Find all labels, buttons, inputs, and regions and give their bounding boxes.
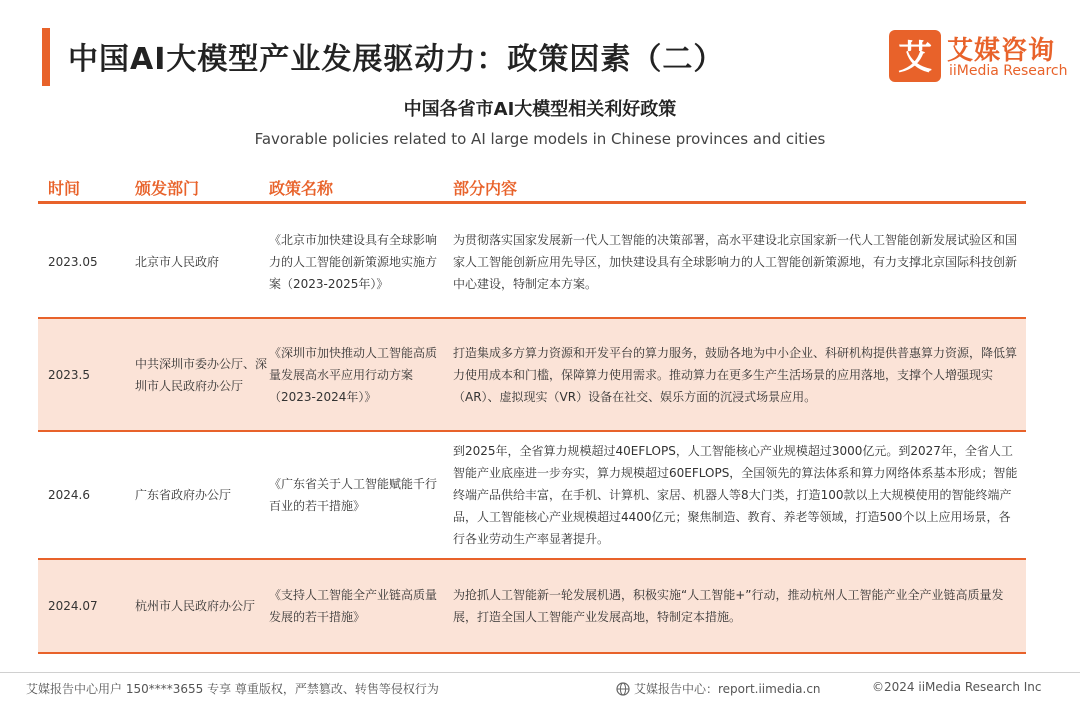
cell-policy-name: 《支持人工智能全产业链高质量发展的若干措施》	[269, 588, 438, 624]
logo-mark-icon	[889, 30, 941, 82]
iimedia-logo	[889, 30, 1068, 84]
header-dept: 颁发部门	[135, 179, 200, 198]
footer-report-url[interactable]: 艾媒报告中心：report.iimedia.cn	[634, 682, 821, 696]
header-name: 政策名称	[269, 179, 334, 198]
footer-copyright-notice: 艾媒报告中心用户 150****3655 专享 尊重版权，严禁篡改、转售等侵权行为	[26, 682, 439, 696]
footer-divider	[0, 672, 1080, 673]
table-title-en: Favorable policies related to AI large models in Chinese provinces and cities	[254, 130, 826, 148]
logo-mark-char: 艾	[898, 38, 932, 78]
table-row	[38, 319, 1026, 432]
cell-time: 2023.5	[48, 367, 90, 382]
cell-dept: 北京市人民政府	[135, 255, 220, 269]
cell-content: 打造集成多方算力资源和开发平台的算力服务，鼓励各地为中小企业、科研机构提供普惠算力资源，降低算力使用成本和门槛，保障算力使用需求。推动算力在更多生产生活场景的应用落地，支撑个人增强现实（AR）、虚拟现实（VR）设备在社交、娱乐方面的沉浸式场景应用。	[453, 345, 1018, 404]
cell-time: 2024.07	[48, 599, 98, 613]
table-header	[38, 170, 1026, 204]
table-row	[38, 432, 1026, 560]
title-accent-bar	[42, 28, 50, 86]
logo-cn-text: 艾媒咨询	[947, 36, 1056, 66]
cell-policy-name: 《北京市加快建设具有全球影响力的人工智能创新策源地实施方案（2023-2025年）》	[269, 233, 438, 291]
cell-dept: 杭州市人民政府办公厅	[135, 599, 256, 613]
cell-content: 为贯彻落实国家发展新一代人工智能的决策部署，高水平建设北京国家新一代人工智能创新发展试验区和国家人工智能创新应用先导区，加快建设具有全球影响力的人工智能创新策源地，有力支撑北京国际科技创新中心建设，特制定本方案。	[453, 233, 1018, 291]
table-title: 中国各省市AI大模型相关利好政策	[403, 99, 677, 120]
table-row	[38, 560, 1026, 654]
logo-en-text: iiMedia Research	[949, 63, 1068, 79]
cell-dept: 中共深圳市委办公厅、深圳市人民政府办公厅	[135, 356, 268, 393]
footer-brand-copyright: ©2024 iiMedia Research Inc	[872, 680, 1042, 694]
table-row	[38, 207, 1026, 319]
policy-table	[38, 170, 1026, 624]
header-content: 部分内容	[453, 179, 518, 198]
footer-report-center	[616, 680, 821, 697]
cell-dept: 广东省政府办公厅	[135, 488, 232, 502]
cell-time: 2024.6	[48, 488, 90, 502]
cell-policy-name: 《深圳市加快推动人工智能高质量发展高水平应用行动方案（2023-2024年）》	[269, 345, 438, 404]
cell-policy-name: 《广东省关于人工智能赋能千行百业的若干措施》	[269, 477, 438, 513]
cell-content: 为抢抓人工智能新一轮发展机遇，积极实施“人工智能+”行动，推动杭州人工智能产业全产业链高质量发展，打造全国人工智能产业发展高地，特制定本措施。	[453, 588, 1004, 624]
page-title: 中国AI大模型产业发展驱动力：政策因素（二）	[68, 42, 725, 77]
cell-time: 2023.05	[48, 255, 98, 269]
header-time: 时间	[48, 179, 81, 198]
globe-icon	[616, 682, 630, 696]
cell-content: 到2025年，全省算力规模超过40EFLOPS，人工智能核心产业规模超过3000亿元。到2027年，全省人工智能产业底座进一步夯实，算力规模超过60EFLOPS，全国领先的算法体系和算力网络体系基本形成；智能终端产品供给丰富，在手机、计算机、家居、机器人等8大门类，打造100款以上大规模使用的智能终端产品，人工智能核心产业规模超过4400亿元；聚焦制造、教育、养老等领域，打造500个以上应用场景，各行各业劳动生产率显著提升。	[453, 444, 1018, 546]
